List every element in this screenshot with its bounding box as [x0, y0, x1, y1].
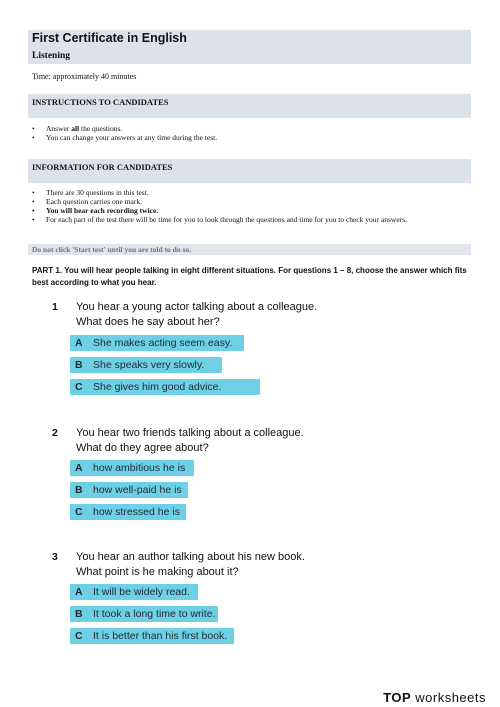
answer-option[interactable]	[70, 482, 188, 498]
answer-option[interactable]	[70, 584, 198, 600]
question-text: You hear a young actor talking about a colleague.	[76, 301, 318, 313]
option-text: It took a long time to write.	[93, 608, 216, 620]
information-item: • Each question carries one mark.	[32, 197, 407, 206]
question-number: 1	[52, 301, 58, 313]
answer-option[interactable]	[70, 628, 234, 644]
answer-option[interactable]	[70, 357, 222, 373]
option-text: how ambitious he is	[93, 462, 186, 474]
option-letter: A	[75, 337, 83, 349]
page-title: First Certificate in English	[32, 31, 187, 45]
option-text: She makes acting seem easy.	[93, 337, 233, 349]
information-item: • There are 30 questions in this test.	[32, 188, 407, 197]
page-subtitle: Listening	[32, 51, 71, 61]
brand-logo	[383, 690, 486, 705]
instruction-item: • Answer all the questions.	[32, 124, 217, 133]
option-text: how stressed he is	[93, 506, 180, 518]
answer-option[interactable]	[70, 335, 244, 351]
option-letter: C	[75, 506, 83, 518]
question-text: What does he say about her?	[76, 316, 220, 328]
question-number: 3	[52, 551, 58, 563]
option-text: She speaks very slowly.	[93, 359, 205, 371]
option-letter: A	[75, 462, 83, 474]
question-number: 2	[52, 427, 58, 439]
option-letter: B	[75, 359, 83, 371]
brand-worksheets: worksheets	[415, 690, 486, 705]
instructions-heading: INSTRUCTIONS TO CANDIDATES	[32, 97, 169, 107]
question-text: What do they agree about?	[76, 442, 209, 454]
question-text: What point is he making about it?	[76, 566, 239, 578]
information-list	[32, 188, 407, 224]
part-instructions: PART 1. You will hear people talking in eight different situations. For questions 1 – 8, choose the answer which fits best according to what you hear.	[32, 266, 467, 287]
time-note: Time: approximately 40 minutes	[32, 72, 137, 81]
option-text: It is better than his first book.	[93, 630, 228, 642]
information-item: • You will hear each recording twice.	[32, 206, 407, 215]
answer-option[interactable]	[70, 379, 260, 395]
question-text: You hear an author talking about his new book.	[76, 551, 305, 563]
option-letter: C	[75, 630, 83, 642]
answer-option[interactable]	[70, 504, 186, 520]
option-letter: A	[75, 586, 83, 598]
answer-option[interactable]	[70, 606, 218, 622]
option-text: It will be widely read.	[93, 586, 190, 598]
information-item: • For each part of the test there will be time for you to look through the questions and time for you to check your answers.	[32, 215, 407, 224]
question-text: You hear two friends talking about a colleague.	[76, 427, 304, 439]
option-letter: B	[75, 608, 83, 620]
option-text: She gives him good advice.	[93, 381, 222, 393]
option-letter: C	[75, 381, 83, 393]
information-heading: INFORMATION FOR CANDIDATES	[32, 162, 173, 172]
notice-text: Do not click 'Start test' until you are told to do so.	[32, 245, 192, 254]
instructions-list	[32, 124, 217, 142]
instruction-item: • You can change your answers at any time during the test.	[32, 133, 217, 142]
option-text: how well-paid he is	[93, 484, 182, 496]
answer-option[interactable]	[70, 460, 194, 476]
brand-top: TOP	[383, 690, 412, 705]
option-letter: B	[75, 484, 83, 496]
